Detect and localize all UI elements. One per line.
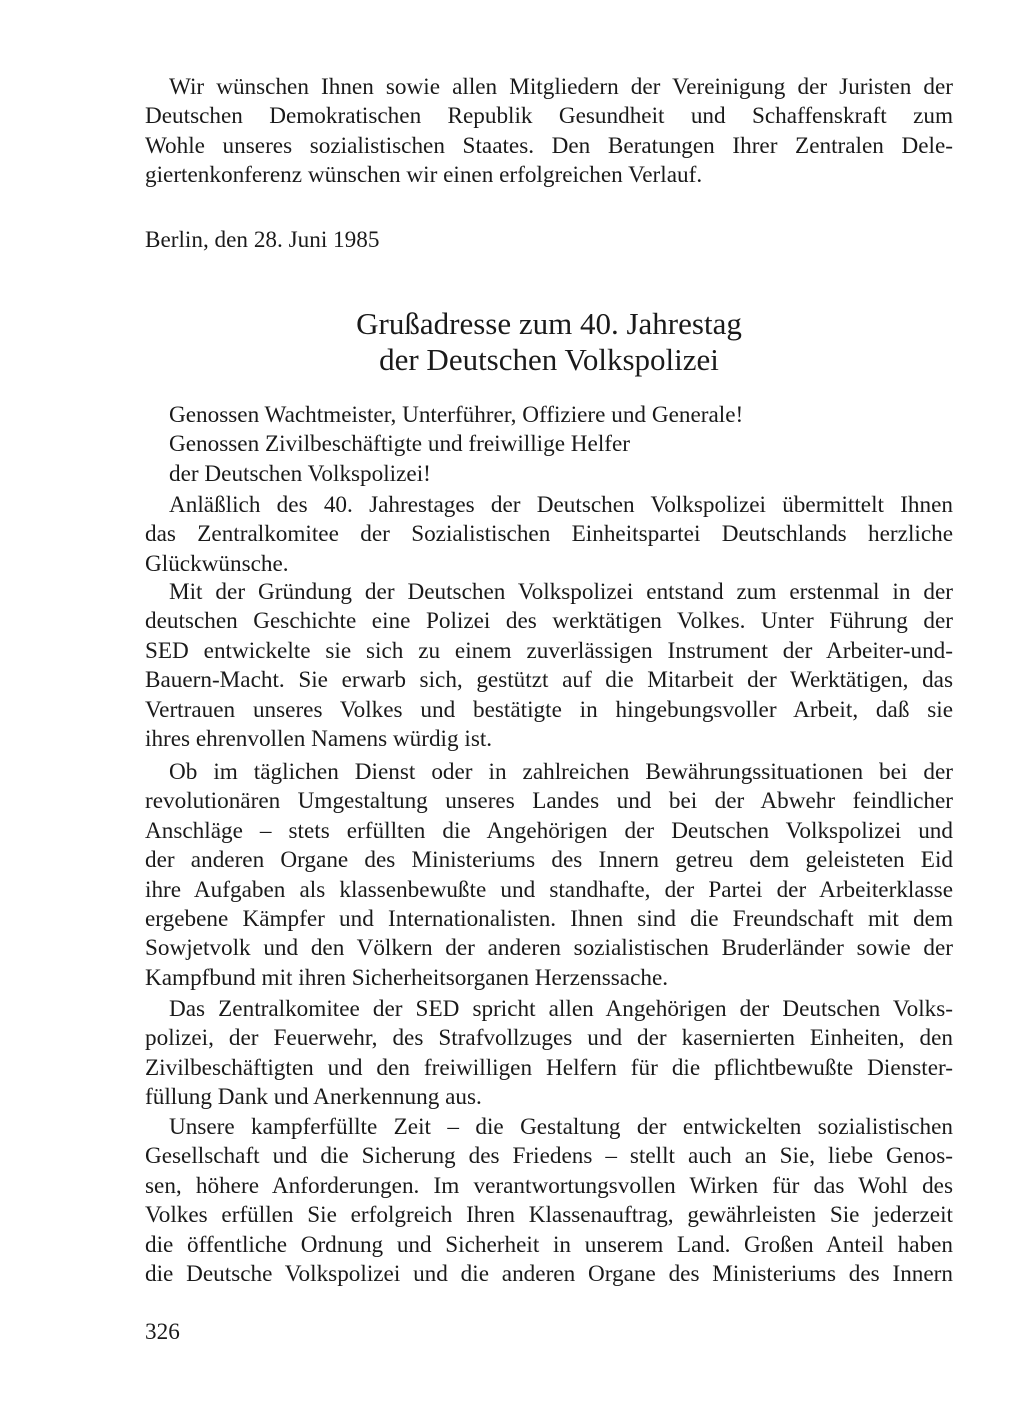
salutation bbox=[169, 401, 743, 489]
text-line: füllung Dank und Anerkennung aus. bbox=[145, 1084, 482, 1111]
intro-paragraph bbox=[145, 73, 953, 191]
text-line: Glückwünsche. bbox=[145, 550, 289, 577]
text-line: giertenkonferenz wünschen wir einen erfolgreichen Verlauf. bbox=[145, 162, 703, 189]
text-line: Anläßlich des 40. Jahrestages der Deutschen Volkspolizei übermittelt Ihnen bbox=[169, 492, 953, 518]
text-line: Gesellschaft und die Sicherung des Friedens – stellt auch an Sie, liebe Genos- bbox=[145, 1143, 953, 1170]
text-line: die öffentliche Ordnung und Sicherheit in unserem Land. Großen Anteil haben bbox=[145, 1231, 953, 1258]
text-line: ergebene Kämpfer und Internationalisten. Ihnen sind die Freundschaft mit dem bbox=[145, 906, 953, 933]
text-line: deutschen Geschichte eine Polizei des werktätigen Volkes. Unter Führung der bbox=[145, 608, 953, 635]
text-line: Ob im täglichen Dienst oder in zahlreichen Bewährungssituationen bei der bbox=[169, 759, 953, 785]
page-number: 326 bbox=[145, 1319, 180, 1345]
text-line: Zivilbeschäftigten und den freiwilligen Helfern für die pflichtbewußte Dienster- bbox=[145, 1054, 953, 1081]
text-line: Wir wünschen Ihnen sowie allen Mitgliedern der Vereinigung der Juristen der bbox=[169, 74, 953, 100]
text-line: der anderen Organe des Ministeriums des Innern getreu dem geleisteten Eid bbox=[145, 847, 953, 874]
section-heading bbox=[145, 306, 953, 378]
text-line: Wohle unseres sozialistischen Staates. Den Beratungen Ihrer Zentralen Dele- bbox=[145, 132, 953, 159]
text-line: die Deutsche Volkspolizei und die anderen Organe des Ministeriums des Innern bbox=[145, 1261, 953, 1288]
body-paragraph-5 bbox=[145, 1113, 953, 1289]
text-line: Sowjetvolk und den Völkern der anderen sozialistischen Bruderländer sowie der bbox=[145, 935, 953, 962]
body-paragraph-2 bbox=[145, 578, 953, 754]
text-line: Kampfbund mit ihren Sicherheitsorganen Herzenssache. bbox=[145, 964, 669, 991]
salutation-line-2: Genossen Zivilbeschäftigte und freiwillige Helfer bbox=[169, 431, 631, 458]
text-line: Bauern-Macht. Sie erwarb sich, gestützt auf die Mitarbeit der Werktätigen, das bbox=[145, 667, 953, 694]
date-line: Berlin, den 28. Juni 1985 bbox=[145, 227, 380, 253]
salutation-line-3: der Deutschen Volkspolizei! bbox=[169, 460, 431, 487]
text-line: SED entwickelte sie sich zu einem zuverlässigen Instrument der Arbeiter-und- bbox=[145, 637, 953, 664]
text-line: ihres ehrenvollen Namens würdig ist. bbox=[145, 726, 493, 753]
heading-line-1: Grußadresse zum 40. Jahrestag bbox=[356, 306, 742, 341]
text-line: Unsere kampferfüllte Zeit – die Gestaltung der entwickelten sozialistischen bbox=[169, 1114, 953, 1140]
text-line: Anschläge – stets erfüllten die Angehörigen der Deutschen Volkspolizei und bbox=[145, 817, 953, 844]
text-line: sen, höhere Anforderungen. Im verantwortungsvollen Wirken für das Wohl des bbox=[145, 1172, 953, 1199]
body-paragraph-4 bbox=[145, 995, 953, 1113]
body-paragraph-3 bbox=[145, 758, 953, 993]
text-line: revolutionären Umgestaltung unseres Landes und bei der Abwehr feindlicher bbox=[145, 788, 953, 815]
text-line: polizei, der Feuerwehr, des Strafvollzuges und der kasernierten Einheiten, den bbox=[145, 1025, 953, 1052]
salutation-line-1: Genossen Wachtmeister, Unterführer, Offiziere und Generale! bbox=[169, 402, 744, 428]
text-line: Volkes erfüllen Sie erfolgreich Ihren Klassenauftrag, gewährleisten Sie jederzeit bbox=[145, 1202, 953, 1229]
text-line: Mit der Gründung der Deutschen Volkspolizei entstand zum erstenmal in der bbox=[169, 579, 953, 605]
text-line: Deutschen Demokratischen Republik Gesundheit und Schaffenskraft zum bbox=[145, 103, 953, 130]
text-line: das Zentralkomitee der Sozialistischen Einheitspartei Deutschlands herzliche bbox=[145, 521, 953, 548]
text-line: Vertrauen unseres Volkes und bestätigte in hingebungsvoller Arbeit, daß sie bbox=[145, 696, 953, 723]
heading-line-2: der Deutschen Volkspolizei bbox=[379, 342, 719, 377]
text-line: Das Zentralkomitee der SED spricht allen Angehörigen der Deutschen Volks- bbox=[169, 996, 953, 1022]
body-paragraph-1 bbox=[145, 491, 953, 579]
text-line: ihre Aufgaben als klassenbewußte und standhafte, der Partei der Arbeiterklasse bbox=[145, 876, 953, 903]
